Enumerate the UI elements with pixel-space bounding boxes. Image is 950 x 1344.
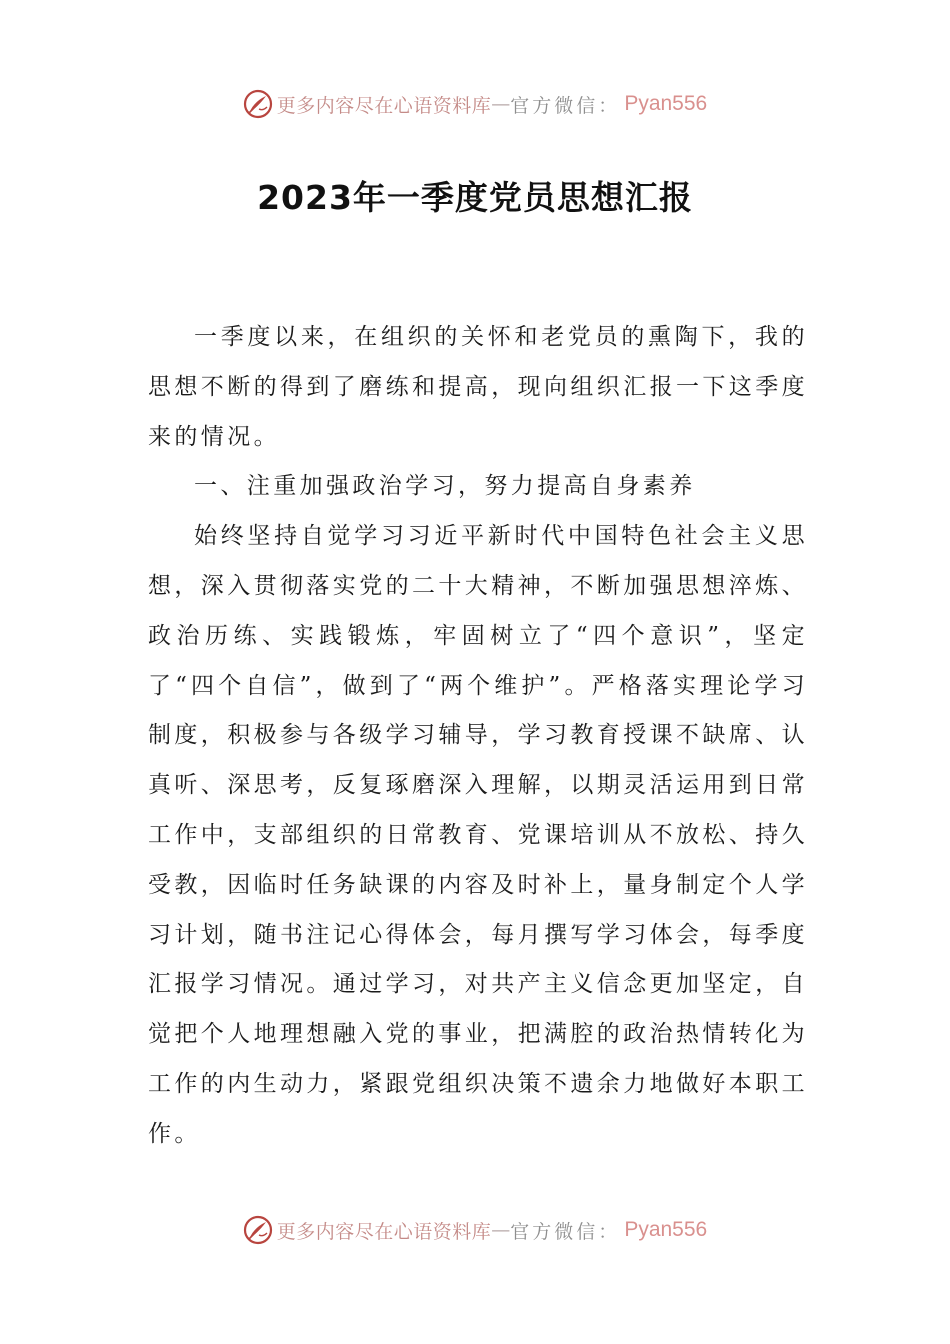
paragraph-study: 始终坚持自觉学习习近平新时代中国特色社会主义思想，深入贯彻落实党的二十大精神，不断加强思想淬炼、政治历练、实践锻炼，牢固树立了“四个意识”，坚定了“四个自信”，做到了“两个维护”。严格落实理论学习制度，积极参与各级学习辅导，学习教育授课不缺席、认真听、深思考，反复琢磨深入理解，以期灵活运用到日常工作中，支部组织的日常教育、党课培训从不放松、持久受教，因临时任务缺课的内容及时补上，量身制定个人学习计划，随书注记心得体会，每月撰写学习体会，每季度汇报学习情况。通过学习，对共产主义信念更加坚定，自觉把个人地理想融入党的事业，把满腔的政治热情转化为工作的内生动力，紧跟党组织决策不遗余力地做好本职工作。	[148, 523, 808, 1147]
watermark-banner-bottom	[0, 1210, 950, 1250]
watermark-wechat-id: Pyan556	[624, 1218, 708, 1241]
watermark-wechat-id: Pyan556	[624, 92, 708, 115]
watermark-wechat-label: 官方微信：	[510, 1220, 621, 1243]
watermark-text: 更多内容尽在心语资料库	[276, 94, 492, 117]
document-title: 2023年一季度党员思想汇报	[257, 178, 693, 217]
watermark-dash: —	[491, 93, 511, 115]
section-heading: 一、注重加强政治学习，努力提高自身素养	[194, 473, 696, 500]
watermark-text: 更多内容尽在心语资料库	[276, 1220, 492, 1243]
watermark-banner-top	[0, 84, 950, 124]
document-body	[148, 313, 808, 1160]
quill-logo-icon	[243, 1215, 273, 1245]
watermark-wechat-label: 官方微信：	[510, 94, 621, 117]
paragraph-intro: 一季度以来，在组织的关怀和老党员的熏陶下，我的思想不断的得到了磨练和提高，现向组织汇报一下这季度来的情况。	[148, 324, 808, 450]
watermark-dash: —	[491, 1219, 511, 1241]
quill-logo-icon	[243, 89, 273, 119]
